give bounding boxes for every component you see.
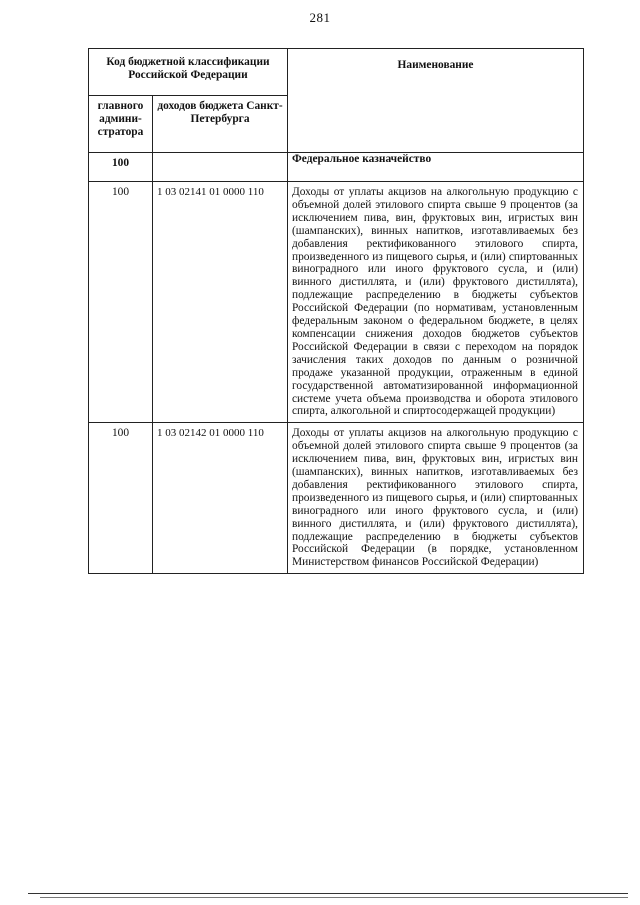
footer-divider	[28, 893, 628, 894]
classification-code-header: Код бюджетной классификации Российской Федерации	[89, 49, 288, 96]
page-number: 281	[309, 10, 331, 25]
section-name: Федеральное казначейство	[288, 153, 584, 182]
income-code-cell: 1 03 02142 01 0000 110	[153, 423, 288, 574]
table-row	[89, 423, 584, 574]
revenue-name-cell: Доходы от уплаты акцизов на алкогольную продукцию с объемной долей этилового спирта свыше 9 процентов (за исключением пива, вин, фруктовых вин, игристых вин (шампанских), винных напитков, изготавливаемых без добавления ректификованного этилового спирта, произведенного из пищевого сырья, и (или) спиртованных виноградного или иного фруктового сусла, и (или) винного дистиллята, и (или) фруктового дистиллята), подлежащие распределению в бюджеты субъектов Российской Федерации (по нормативам, установленным федеральным законом о федеральном бюджете, в целях компенсации снижения доходов бюджетов субъектов Российской Федерации в связи с переходом на порядок зачисления таких доходов по данным о розничной продаже указанной продукции, отраженным в единой государственной автоматизированной информационной системе учета объема производства и оборота этилового спирта, алкогольной и спиртосодержащей продукции)	[288, 182, 584, 423]
revenue-name-cell: Доходы от уплаты акцизов на алкогольную продукцию с объемной долей этилового спирта свыше 9 процентов (за исключением пива, вин, фруктовых вин, игристых вин (шампанских), винных напитков, изготавливаемых без добавления ректификованного этилового спирта, произведенного из пищевого сырья, и (или) спиртованных виноградного или иного фруктового сусла, и (или) винного дистиллята, и (или) фруктового дистиллята), подлежащие распределению в бюджеты субъектов Российской Федерации (в порядке, установленном Министерством финансов Российской Федерации)	[288, 423, 584, 574]
income-code-cell: 1 03 02141 01 0000 110	[153, 182, 288, 423]
budget-classification-table	[88, 48, 584, 574]
section-admin-code: 100	[89, 153, 153, 182]
section-row	[89, 153, 584, 182]
name-header: Наименование	[288, 49, 584, 153]
table-row	[89, 182, 584, 423]
admin-code-cell: 100	[89, 423, 153, 574]
admin-code-cell: 100	[89, 182, 153, 423]
section-income-code	[153, 153, 288, 182]
main-administrator-header: главного админи-стратора	[89, 96, 153, 153]
budget-revenue-header: доходов бюджета Санкт-Петербурга	[153, 96, 288, 153]
footer-divider-secondary	[40, 897, 628, 898]
